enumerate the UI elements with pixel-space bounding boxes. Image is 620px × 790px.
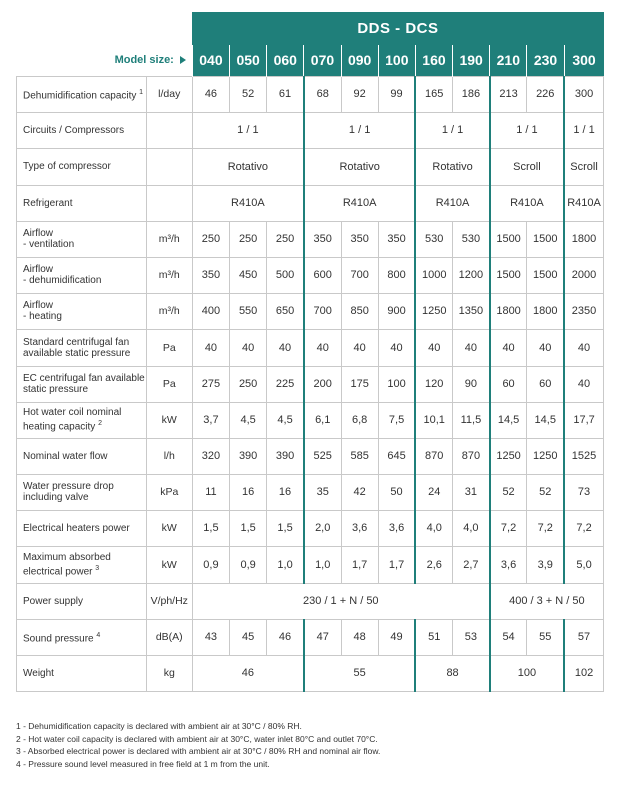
row-unit: m³/h [146, 221, 192, 257]
table-cell: 55 [304, 655, 416, 691]
arrow-right-icon [180, 56, 186, 64]
table-cell: 400 / 3 + N / 50 [490, 583, 604, 619]
row-unit: kW [146, 402, 192, 438]
table-cell: 3,7 [192, 402, 229, 438]
table-cell: 1200 [453, 257, 490, 293]
table-row [17, 474, 604, 510]
table-cell: 99 [378, 76, 415, 112]
table-cell: 2,0 [304, 510, 341, 546]
row-unit: Pa [146, 329, 192, 366]
row-label: Sound pressure $^4$ [17, 619, 147, 655]
table-cell: 6,8 [341, 402, 378, 438]
table-cell: 700 [341, 257, 378, 293]
table-cell: 14,5 [490, 402, 527, 438]
table-cell: 4,0 [415, 510, 452, 546]
model-size-label: Model size: [17, 45, 193, 76]
row-unit: kPa [146, 474, 192, 510]
table-cell: 55 [527, 619, 564, 655]
row-unit [146, 112, 192, 148]
model-size-300: 300 [564, 45, 603, 76]
table-cell: 48 [341, 619, 378, 655]
table-cell: 1500 [527, 257, 564, 293]
table-cell: 1500 [527, 221, 564, 257]
table-cell: R410A [490, 185, 564, 221]
table-cell: 585 [341, 438, 378, 474]
table-cell: 47 [304, 619, 341, 655]
table-cell: 530 [415, 221, 452, 257]
model-size-row [17, 45, 604, 76]
model-size-160: 160 [415, 45, 452, 76]
row-label: Hot water coil nominal heating capacity $^2$ [17, 402, 147, 438]
table-cell: 250 [267, 221, 304, 257]
table-cell: 1 / 1 [192, 112, 304, 148]
table-cell: 16 [267, 474, 304, 510]
table-cell: 40 [378, 329, 415, 366]
table-cell: 24 [415, 474, 452, 510]
row-label: Electrical heaters power [17, 510, 147, 546]
model-size-040: 040 [192, 45, 229, 76]
table-cell: 3,9 [527, 546, 564, 583]
table-cell: 1800 [564, 221, 603, 257]
table-cell: 1 / 1 [304, 112, 416, 148]
row-unit: l/h [146, 438, 192, 474]
table-cell: 16 [230, 474, 267, 510]
table-cell: 90 [453, 366, 490, 402]
table-row [17, 76, 604, 112]
row-label: Airflow - dehumidification [17, 257, 147, 293]
table-row [17, 546, 604, 583]
table-cell: 1500 [490, 257, 527, 293]
table-cell: 1,5 [267, 510, 304, 546]
table-cell: 46 [192, 76, 229, 112]
row-label: Nominal water flow [17, 438, 147, 474]
table-cell: 870 [453, 438, 490, 474]
row-unit: dB(A) [146, 619, 192, 655]
table-cell: 1,0 [267, 546, 304, 583]
table-cell: 10,1 [415, 402, 452, 438]
table-row [17, 402, 604, 438]
table-cell: 31 [453, 474, 490, 510]
table-cell: 165 [415, 76, 452, 112]
table-cell: 11 [192, 474, 229, 510]
table-cell: 320 [192, 438, 229, 474]
table-cell: 350 [192, 257, 229, 293]
table-cell: 250 [192, 221, 229, 257]
row-unit [146, 185, 192, 221]
model-size-060: 060 [267, 45, 304, 76]
table-cell: 60 [527, 366, 564, 402]
table-cell: 49 [378, 619, 415, 655]
table-cell: 40 [490, 329, 527, 366]
table-cell: 40 [341, 329, 378, 366]
table-cell: 46 [192, 655, 304, 691]
row-label: Weight [17, 655, 147, 691]
table-cell: 1350 [453, 293, 490, 329]
table-cell: 450 [230, 257, 267, 293]
table-row [17, 257, 604, 293]
table-cell: 50 [378, 474, 415, 510]
table-cell: 61 [267, 76, 304, 112]
row-unit: m³/h [146, 293, 192, 329]
footnote: 2 - Hot water coil capacity is declared with ambient air at 30°C, water inlet 80°C and outlet 70°C. [16, 733, 378, 744]
table-cell: 45 [230, 619, 267, 655]
table-cell: R410A [564, 185, 603, 221]
table-cell: 1000 [415, 257, 452, 293]
table-cell: 550 [230, 293, 267, 329]
table-cell: 400 [192, 293, 229, 329]
table-cell: 40 [230, 329, 267, 366]
table-cell: 350 [304, 221, 341, 257]
table-cell: 1,7 [378, 546, 415, 583]
table-cell: 40 [304, 329, 341, 366]
table-cell: 250 [230, 221, 267, 257]
table-cell: 40 [527, 329, 564, 366]
table-cell: 3,6 [490, 546, 527, 583]
model-size-070: 070 [304, 45, 341, 76]
table-row [17, 112, 604, 148]
table-cell: 800 [378, 257, 415, 293]
table-cell: 1 / 1 [490, 112, 564, 148]
table-row [17, 438, 604, 474]
row-unit: kW [146, 546, 192, 583]
row-unit [146, 148, 192, 185]
row-label: Maximum absorbed electrical power $^3$ [17, 546, 147, 583]
row-label: Water pressure drop including valve [17, 474, 147, 510]
table-cell: 0,9 [230, 546, 267, 583]
table-cell: 43 [192, 619, 229, 655]
table-cell: 0,9 [192, 546, 229, 583]
table-cell: 52 [527, 474, 564, 510]
table-cell: 100 [378, 366, 415, 402]
table-cell: 213 [490, 76, 527, 112]
table-cell: 1,5 [192, 510, 229, 546]
table-cell: 645 [378, 438, 415, 474]
table-cell: Scroll [564, 148, 603, 185]
table-cell: 900 [378, 293, 415, 329]
table-cell: Scroll [490, 148, 564, 185]
table-cell: 17,7 [564, 402, 603, 438]
table-cell: 650 [267, 293, 304, 329]
table-row [17, 583, 604, 619]
table-cell: R410A [304, 185, 416, 221]
row-label: Type of compressor [17, 148, 147, 185]
row-label: Airflow - heating [17, 293, 147, 329]
table-cell: 1500 [490, 221, 527, 257]
row-label: Circuits / Compressors [17, 112, 147, 148]
row-unit: m³/h [146, 257, 192, 293]
footnote: 4 - Pressure sound level measured in free field at 1 m from the unit. [16, 758, 270, 769]
row-unit: V/ph/Hz [146, 583, 192, 619]
spec-sheet [16, 12, 604, 692]
model-size-100: 100 [378, 45, 415, 76]
table-row [17, 185, 604, 221]
table-cell: R410A [415, 185, 489, 221]
model-size-190: 190 [453, 45, 490, 76]
table-cell: 2000 [564, 257, 603, 293]
row-label: Standard centrifugal fan available static pressure [17, 329, 147, 366]
table-cell: 1250 [527, 438, 564, 474]
spec-table [16, 12, 604, 692]
table-cell: 5,0 [564, 546, 603, 583]
table-cell: 1250 [415, 293, 452, 329]
table-cell: 1 / 1 [564, 112, 603, 148]
table-cell: 2350 [564, 293, 603, 329]
table-cell: 850 [341, 293, 378, 329]
table-row [17, 221, 604, 257]
table-cell: 186 [453, 76, 490, 112]
table-cell: 1,5 [230, 510, 267, 546]
table-cell: 102 [564, 655, 603, 691]
table-cell: 4,0 [453, 510, 490, 546]
table-cell: 350 [341, 221, 378, 257]
row-unit: l/day [146, 76, 192, 112]
footnote-ref: 1 [139, 88, 144, 96]
table-cell: 1800 [527, 293, 564, 329]
table-row [17, 619, 604, 655]
table-row [17, 655, 604, 691]
series-header-row [17, 12, 604, 45]
table-cell: 600 [304, 257, 341, 293]
table-cell: 350 [378, 221, 415, 257]
table-cell: 120 [415, 366, 452, 402]
table-cell: 500 [267, 257, 304, 293]
table-cell: 870 [415, 438, 452, 474]
table-cell: 100 [490, 655, 564, 691]
table-cell: 2,7 [453, 546, 490, 583]
table-row [17, 510, 604, 546]
table-cell: 92 [341, 76, 378, 112]
row-label: Power supply [17, 583, 147, 619]
table-cell: 11,5 [453, 402, 490, 438]
table-row [17, 329, 604, 366]
table-cell: 88 [415, 655, 489, 691]
model-size-090: 090 [341, 45, 378, 76]
table-cell: 6,1 [304, 402, 341, 438]
row-unit: Pa [146, 366, 192, 402]
table-cell: 4,5 [267, 402, 304, 438]
table-cell: 1525 [564, 438, 603, 474]
table-cell: 4,5 [230, 402, 267, 438]
table-cell: 35 [304, 474, 341, 510]
table-cell: 225 [267, 366, 304, 402]
table-cell: 40 [192, 329, 229, 366]
model-size-210: 210 [490, 45, 527, 76]
table-cell: 53 [453, 619, 490, 655]
footnote-ref: 3 [95, 564, 100, 572]
table-cell: R410A [192, 185, 304, 221]
footnotes [16, 720, 604, 770]
series-title: DDS - DCS [192, 12, 603, 45]
table-cell: 1,0 [304, 546, 341, 583]
table-cell: 1250 [490, 438, 527, 474]
table-cell: 175 [341, 366, 378, 402]
table-cell: Rotativo [304, 148, 416, 185]
table-cell: 46 [267, 619, 304, 655]
footnote: 3 - Absorbed electrical power is declared with ambient air at 30°C / 80% RH and nominal air flow. [16, 746, 381, 756]
row-unit: kg [146, 655, 192, 691]
table-cell: 73 [564, 474, 603, 510]
table-row [17, 148, 604, 185]
table-cell: 230 / 1 + N / 50 [192, 583, 489, 619]
table-cell: Rotativo [192, 148, 304, 185]
table-cell: 1 / 1 [415, 112, 489, 148]
table-cell: 3,6 [341, 510, 378, 546]
table-cell: 7,5 [378, 402, 415, 438]
table-cell: 7,2 [527, 510, 564, 546]
table-cell: 1800 [490, 293, 527, 329]
table-cell: 226 [527, 76, 564, 112]
table-cell: 57 [564, 619, 603, 655]
footnote: 1 - Dehumidification capacity is declared with ambient air at 30°C / 80% RH. [16, 721, 302, 731]
table-cell: 52 [230, 76, 267, 112]
table-cell: Rotativo [415, 148, 489, 185]
table-cell: 390 [230, 438, 267, 474]
row-label: Refrigerant [17, 185, 147, 221]
table-cell: 40 [415, 329, 452, 366]
table-cell: 40 [564, 366, 603, 402]
table-cell: 3,6 [378, 510, 415, 546]
table-cell: 250 [230, 366, 267, 402]
row-label: Airflow - ventilation [17, 221, 147, 257]
table-cell: 42 [341, 474, 378, 510]
table-cell: 2,6 [415, 546, 452, 583]
table-cell: 68 [304, 76, 341, 112]
row-unit: kW [146, 510, 192, 546]
table-cell: 7,2 [564, 510, 603, 546]
table-cell: 525 [304, 438, 341, 474]
table-row [17, 366, 604, 402]
table-cell: 1,7 [341, 546, 378, 583]
table-cell: 14,5 [527, 402, 564, 438]
table-cell: 51 [415, 619, 452, 655]
table-cell: 60 [490, 366, 527, 402]
footnote-ref: 4 [96, 631, 101, 639]
table-cell: 390 [267, 438, 304, 474]
table-cell: 7,2 [490, 510, 527, 546]
table-cell: 40 [453, 329, 490, 366]
table-cell: 275 [192, 366, 229, 402]
table-cell: 40 [564, 329, 603, 366]
table-cell: 52 [490, 474, 527, 510]
table-cell: 700 [304, 293, 341, 329]
table-cell: 300 [564, 76, 603, 112]
table-cell: 530 [453, 221, 490, 257]
model-size-050: 050 [230, 45, 267, 76]
model-size-230: 230 [527, 45, 564, 76]
footnote-ref: 2 [98, 420, 102, 428]
table-row [17, 293, 604, 329]
table-cell: 40 [267, 329, 304, 366]
table-cell: 54 [490, 619, 527, 655]
row-label: EC centrifugal fan available static pressure [17, 366, 147, 402]
row-label: Dehumidification capacity $^1$ [17, 76, 147, 112]
table-cell: 200 [304, 366, 341, 402]
